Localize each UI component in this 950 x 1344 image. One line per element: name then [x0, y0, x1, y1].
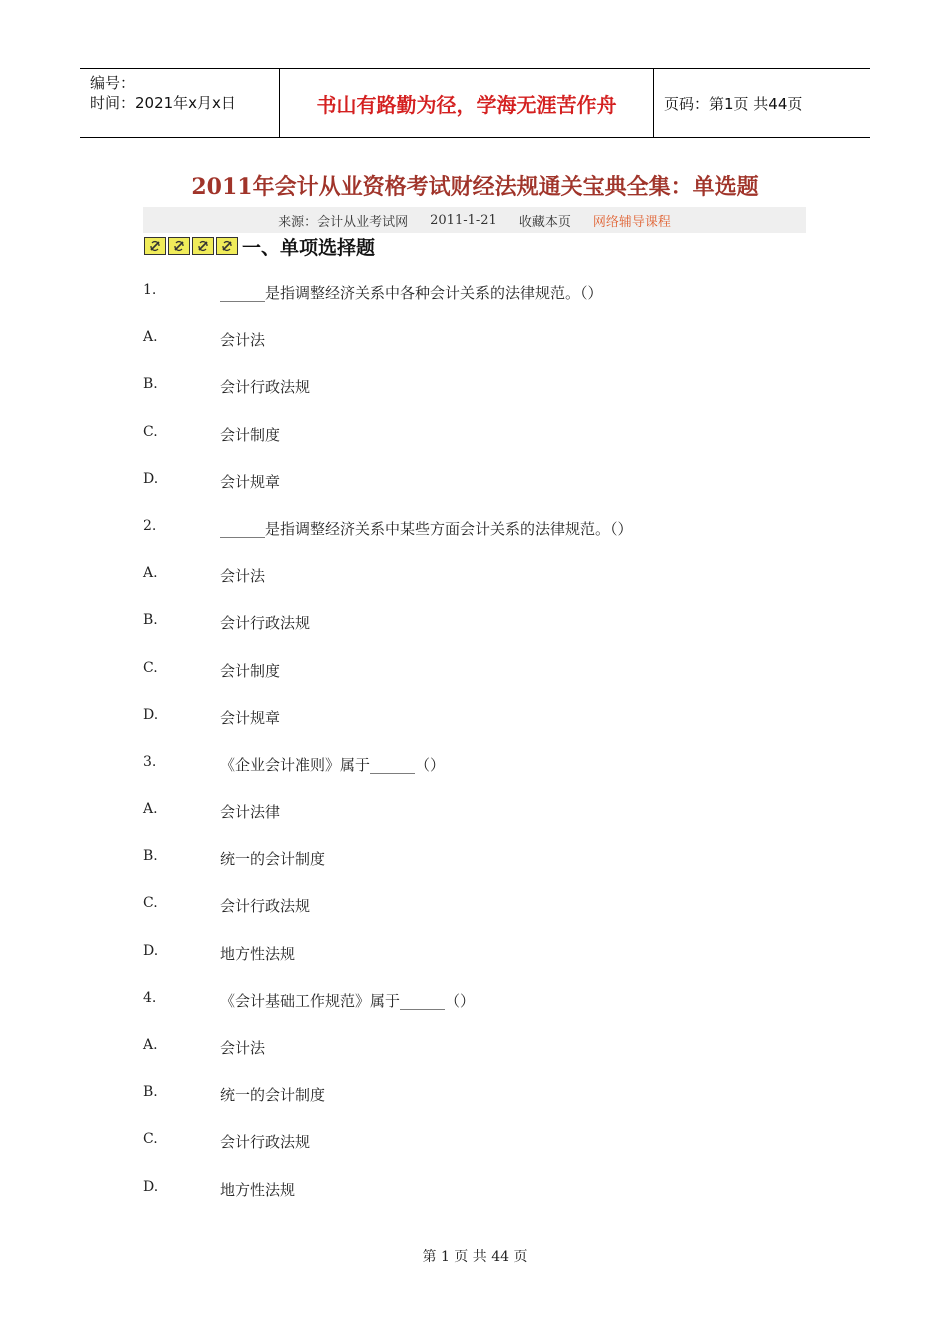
option-row-label: B. [143, 612, 158, 629]
option-row-text: 会计制度 [220, 661, 281, 680]
option-row-label: C. [143, 1131, 158, 1148]
rotate-icon [144, 237, 166, 255]
option-row-text: 地方性法规 [220, 944, 296, 963]
option-row-text: 会计法 [220, 331, 266, 350]
page-header [80, 68, 870, 138]
question-row-label: 3. [143, 753, 157, 770]
option-row-label: B. [143, 1084, 158, 1101]
option-row [143, 612, 823, 659]
question-row [143, 990, 823, 1037]
option-row-text: 会计制度 [220, 425, 281, 444]
question-row-text: 《会计基础工作规范》属于______（） [220, 991, 476, 1010]
option-row-text: 会计法 [220, 567, 266, 586]
rotate-icon [168, 237, 190, 255]
section-heading [144, 234, 375, 258]
option-row-label: C. [143, 895, 158, 912]
question-row-label: 1. [143, 282, 157, 298]
option-row-label: C. [143, 659, 158, 676]
option-row [143, 801, 823, 848]
option-row-text: 会计法律 [220, 803, 281, 822]
question-row-text: ______是指调整经济关系中某些方面会计关系的法律规范。（） [220, 519, 633, 538]
option-row [143, 1179, 823, 1226]
option-row-text: 会计规章 [220, 472, 281, 491]
option-row-label: D. [143, 706, 159, 723]
option-row [143, 707, 823, 754]
time-label: 时间：2021年x月x日 [90, 94, 236, 112]
option-row-label: D. [143, 942, 159, 959]
rotate-icon [216, 237, 238, 255]
section-icons [144, 237, 240, 255]
option-row-text: 会计行政法规 [220, 897, 311, 916]
section-title: 一、单项选择题 [242, 236, 376, 259]
question-row-text: 《企业会计准则》属于______（） [220, 755, 446, 774]
question-row [143, 282, 823, 329]
option-row [143, 1084, 823, 1131]
question-row [143, 518, 823, 565]
option-row [143, 471, 823, 518]
number-label: 编号： [90, 74, 136, 92]
publish-date: 2011-1-21 [430, 212, 497, 228]
question-row-label: 2. [143, 517, 157, 534]
option-row-label: B. [143, 376, 158, 393]
option-row [143, 1131, 823, 1178]
option-row [143, 565, 823, 612]
option-row-label: A. [143, 329, 158, 346]
question-list [143, 282, 823, 1226]
option-row-label: A. [143, 1037, 158, 1053]
question-row-label: 4. [143, 989, 157, 1006]
document-title: 2011年会计从业资格考试财经法规通关宝典全集：单选题 [191, 174, 759, 200]
meta-bar [143, 207, 806, 233]
header-info-cell [80, 69, 280, 137]
option-row [143, 660, 823, 707]
option-row-label: A. [143, 801, 158, 818]
page-footer: 第 1 页 共 44 页 [422, 1249, 528, 1265]
option-row [143, 376, 823, 423]
option-row-text: 统一的会计制度 [220, 850, 326, 869]
rotate-icon [192, 237, 214, 255]
option-row-label: D. [143, 470, 159, 487]
option-row-text: 会计行政法规 [220, 378, 311, 397]
header-page-info: 页码：第1页 共44页 [664, 94, 803, 113]
option-row [143, 424, 823, 471]
option-row [143, 329, 823, 376]
header-motto: 书山有路勤为径，学海无涯苦作舟 [280, 69, 654, 137]
option-row-text: 统一的会计制度 [220, 1086, 326, 1105]
option-row-label: B. [143, 848, 158, 865]
question-row [143, 754, 823, 801]
option-row-label: A. [143, 565, 158, 582]
option-row-label: D. [143, 1178, 159, 1195]
course-link[interactable]: 网络辅导课程 [592, 214, 671, 230]
option-row [143, 895, 823, 942]
option-row [143, 943, 823, 990]
option-row [143, 848, 823, 895]
option-row-text: 会计规章 [220, 708, 281, 727]
option-row-text: 会计行政法规 [220, 1133, 311, 1152]
bookmark-link[interactable]: 收藏本页 [518, 214, 571, 230]
option-row-text: 地方性法规 [220, 1180, 296, 1199]
option-row-label: C. [143, 423, 158, 440]
source-text: 来源：会计从业考试网 [278, 214, 409, 230]
option-row-text: 会计法 [220, 1039, 266, 1057]
question-row-text: ______是指调整经济关系中各种会计关系的法律规范。（） [220, 284, 603, 302]
option-row [143, 1037, 823, 1084]
option-row-text: 会计行政法规 [220, 614, 311, 633]
